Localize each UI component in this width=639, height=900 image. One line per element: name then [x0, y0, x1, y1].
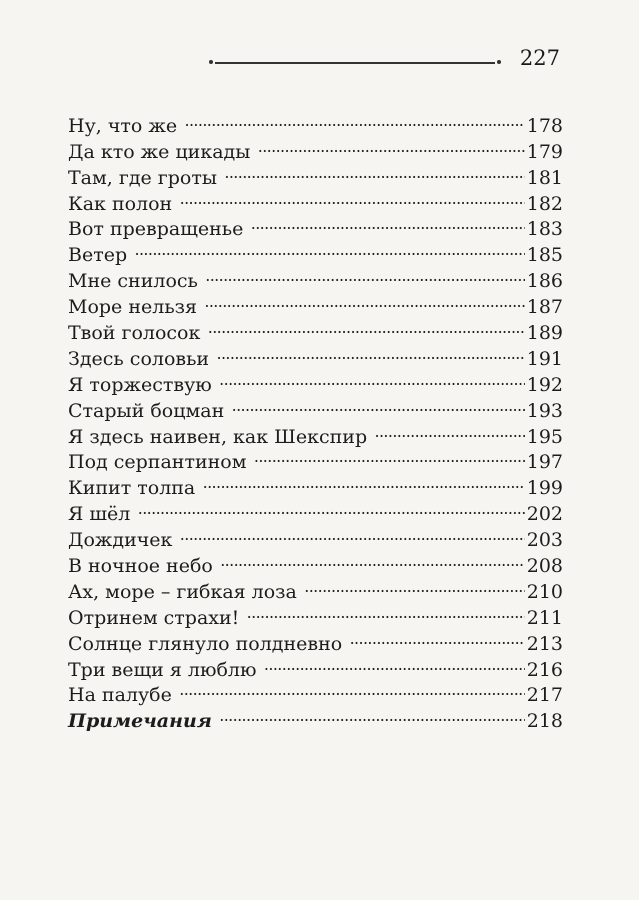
- toc-entry-title: Я здесь наивен, как Шекспир: [68, 425, 368, 448]
- toc-entry-title: Ах, море – гибкая лоза: [68, 580, 297, 603]
- toc-entry-page: 202: [526, 503, 563, 526]
- toc-entry-page: 208: [526, 555, 563, 578]
- toc-entry-page: 213: [526, 632, 563, 655]
- toc-entry: [68, 106, 563, 137]
- toc-leader-dots: [220, 701, 525, 727]
- toc-leader-dots: [180, 520, 524, 546]
- toc-entry-page: 181: [526, 166, 563, 189]
- toc-entry-title: На палубе: [68, 684, 172, 707]
- toc-leader-dots: [206, 261, 525, 287]
- toc-leader-dots: [208, 313, 524, 339]
- toc-entry-title: Как полон: [68, 192, 173, 215]
- toc-entry-page: 195: [526, 425, 563, 448]
- toc-leader-dots: [138, 494, 524, 520]
- toc-leader-dots: [203, 468, 524, 494]
- toc-entry-page: 186: [526, 270, 563, 293]
- toc-leader-dots: [258, 132, 524, 158]
- toc-entry: [68, 494, 563, 526]
- toc-entry-page: 197: [526, 451, 563, 474]
- toc-leader-dots: [251, 210, 524, 236]
- toc-leader-dots: [350, 624, 525, 650]
- toc-entry-title: Ну, что же: [68, 114, 178, 137]
- toc-entry-page: 183: [526, 218, 563, 241]
- toc-entry-title: Мне снилось: [68, 270, 198, 293]
- toc-entry: [68, 261, 563, 293]
- toc-entry-title: Примечания: [68, 710, 212, 733]
- toc-leader-dots: [135, 235, 525, 261]
- toc-leader-dots: [185, 106, 525, 132]
- toc-entry-page: 182: [526, 192, 563, 215]
- toc-leader-dots: [232, 391, 525, 417]
- toc-entry-page: 199: [526, 477, 563, 500]
- toc-entry-page: 218: [526, 710, 563, 733]
- toc-entry-title: В ночное небо: [68, 555, 213, 578]
- toc-entry-title: Твой голосок: [68, 322, 201, 345]
- toc-entry-page: 189: [526, 322, 563, 345]
- toc-leader-dots: [305, 572, 525, 598]
- toc-entry-page: 217: [526, 684, 563, 707]
- toc-entry-title: Старый боцман: [68, 399, 225, 422]
- toc-leader-dots: [265, 650, 525, 676]
- toc-leader-dots: [180, 676, 525, 702]
- toc-entry-title: Здесь соловьи: [68, 347, 210, 370]
- toc-leader-dots: [217, 339, 525, 365]
- running-header: [215, 42, 560, 82]
- toc-entry-title: Там, где гроты: [68, 166, 217, 189]
- toc-entry-page: 216: [526, 658, 563, 681]
- toc-entry-title: Дождичек: [68, 529, 173, 552]
- toc-leader-dots: [205, 287, 525, 313]
- toc-leader-dots: [375, 417, 525, 443]
- toc-entry-page: 187: [526, 296, 563, 319]
- toc-entry-page: 211: [526, 606, 563, 629]
- toc-entry-page: 192: [526, 373, 563, 396]
- toc-entry-title: Кипит толпа: [68, 477, 196, 500]
- toc-entry-title: Я торжествую: [68, 373, 212, 396]
- toc-entry-page: 191: [526, 347, 563, 370]
- toc-entry-page: 185: [526, 244, 563, 267]
- toc-leader-dots: [255, 443, 525, 469]
- header-ornament-rule: [215, 62, 495, 64]
- toc-entry-title: Ветер: [68, 244, 128, 267]
- toc-leader-dots: [247, 598, 524, 624]
- table-of-contents: [68, 106, 563, 733]
- toc-entry-page: 178: [526, 114, 563, 137]
- toc-entry-title: Да кто же цикады: [68, 140, 251, 163]
- toc-entry-title: Вот превращенье: [68, 218, 244, 241]
- toc-entry-page: 210: [526, 580, 563, 603]
- toc-leader-dots: [180, 184, 525, 210]
- toc-leader-dots: [225, 158, 525, 184]
- toc-entry-title: Под серпантином: [68, 451, 247, 474]
- toc-leader-dots: [221, 546, 525, 572]
- toc-entry-page: 203: [526, 529, 563, 552]
- toc-entry-title: Море нельзя: [68, 296, 198, 319]
- toc-entry: [68, 520, 563, 552]
- toc-entry-title: Солнце глянуло полдневно: [68, 632, 343, 655]
- toc-leader-dots: [220, 365, 525, 391]
- toc-entry-title: Три вещи я люблю: [68, 658, 257, 681]
- toc-entry-page: 193: [526, 399, 563, 422]
- toc-entry-page: 179: [526, 140, 563, 163]
- toc-entry: [68, 235, 563, 267]
- toc-entry-title: Отринем страхи!: [68, 606, 240, 629]
- toc-entry-title: Я шёл: [68, 503, 131, 526]
- page-number: 227: [519, 46, 560, 70]
